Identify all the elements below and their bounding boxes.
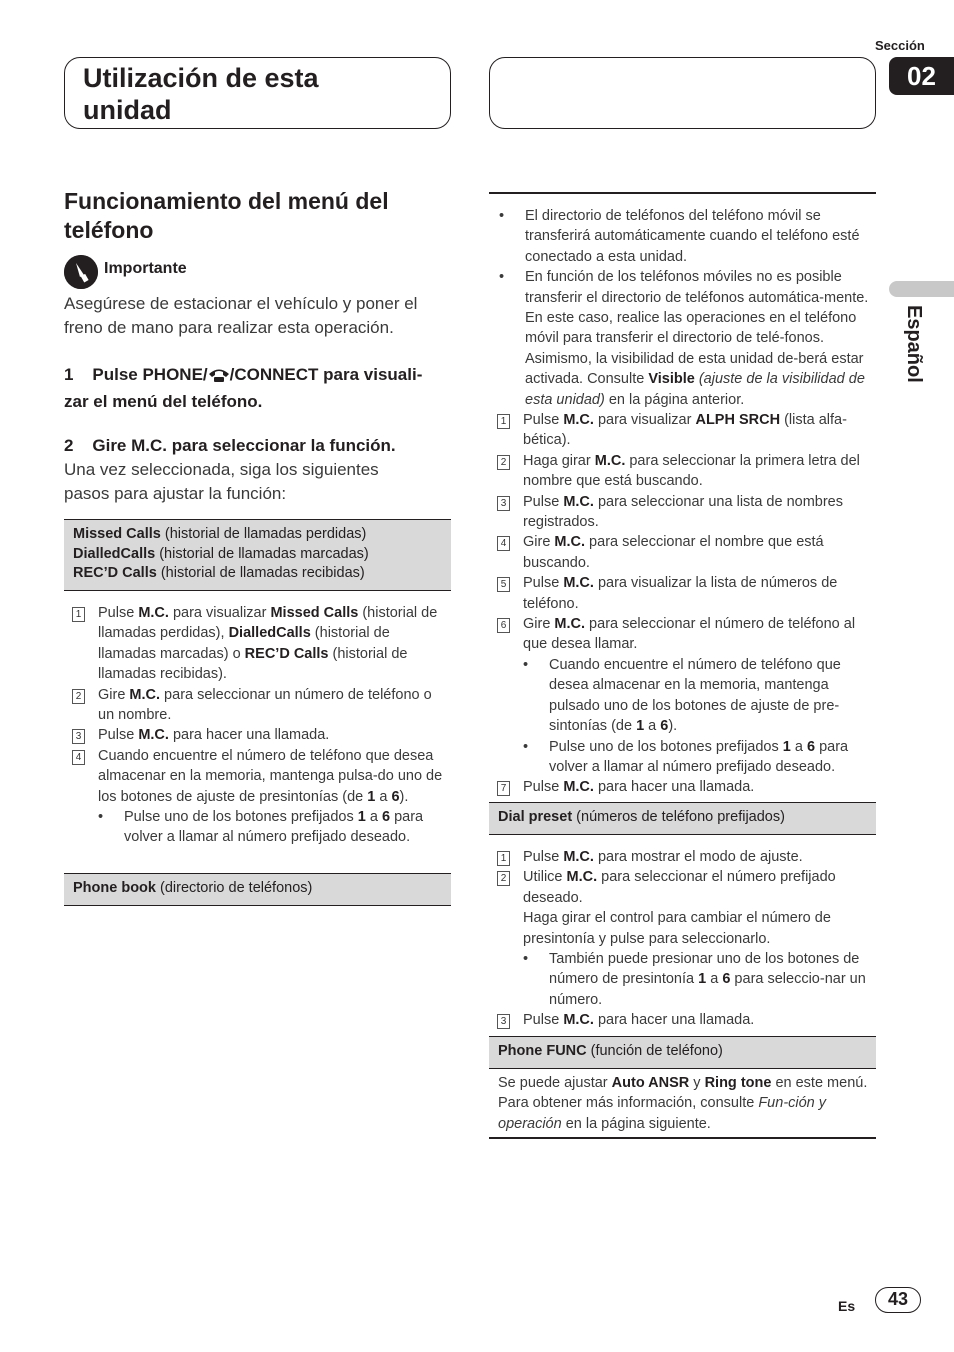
text: para seleccionar una lista de nombres registrados. xyxy=(523,493,843,531)
list-item xyxy=(489,451,871,492)
bullet-item xyxy=(499,267,869,410)
text: para visualizar xyxy=(168,605,271,621)
header-empty-box xyxy=(489,57,876,129)
dial-preset-desc: (números de teléfono prefijados) xyxy=(572,809,785,825)
dial-preset-label: Dial preset xyxy=(498,809,573,825)
text: 1 xyxy=(782,738,791,755)
step-number: 7 xyxy=(497,781,510,796)
step-2 xyxy=(64,434,464,458)
dialled-calls-desc: (historial de llamadas marcadas) xyxy=(155,545,369,562)
step-number: 4 xyxy=(72,750,85,765)
text: Pulse uno de los botones prefijados xyxy=(124,809,358,826)
list-item xyxy=(489,1010,871,1030)
text: M.C. xyxy=(563,849,594,865)
section-heading-line1: Funcionamiento del menú del xyxy=(64,188,389,214)
text: M.C. xyxy=(563,779,594,796)
text: El directorio de teléfonos del teléfono móvil se transferirá automáticamente cuando el teléfono esté conectado a esta unidad. xyxy=(525,208,860,265)
text: a xyxy=(375,788,392,805)
text: para hacer una llamada. xyxy=(593,1012,755,1029)
list-item xyxy=(64,685,446,726)
section-heading xyxy=(64,187,454,245)
text: M.C. xyxy=(138,727,169,744)
text: 1 xyxy=(698,971,707,988)
step-number: 6 xyxy=(497,618,510,633)
step-2-text: Una vez seleccionada, siga los siguientes pasos para ajustar la función: xyxy=(64,460,379,503)
recd-calls-desc: (historial de llamadas recibidas) xyxy=(156,565,365,581)
text: ). xyxy=(668,718,678,735)
top-rule xyxy=(489,192,876,194)
text: Pulse uno de los botones prefijados xyxy=(549,738,783,755)
missed-calls-label: Missed Calls xyxy=(73,526,161,542)
phone-book-label: Phone book xyxy=(73,880,156,896)
text: M.C. xyxy=(129,686,161,703)
text: Gire xyxy=(523,616,555,633)
bullet-item xyxy=(499,206,869,267)
text: M.C. xyxy=(554,534,586,551)
text: para seleccio-nar un número. xyxy=(549,971,866,1008)
text: 6 xyxy=(806,738,816,755)
step-1-text-c: zar el menú del teléfono. xyxy=(64,392,263,411)
phone-func-desc: (función de teléfono) xyxy=(586,1043,723,1059)
text: M.C. xyxy=(554,616,586,633)
step-number: 1 xyxy=(497,414,510,429)
text: Haga girar el control para cambiar el número de presintonía y pulse para seleccionarlo. xyxy=(523,910,831,947)
step-number: 4 xyxy=(497,536,510,551)
text: Auto ANSR xyxy=(611,1075,690,1091)
text: 1 xyxy=(357,809,366,826)
chapter-title-box xyxy=(64,57,451,129)
step-1 xyxy=(64,363,464,414)
text: Pulse xyxy=(523,493,564,510)
list-item xyxy=(489,573,871,614)
step-1-number: 1 xyxy=(64,365,74,384)
language-label: Español xyxy=(903,305,925,383)
chapter-title-line1: Utilización de esta xyxy=(83,63,319,93)
phone-func-text xyxy=(498,1073,868,1134)
step-number: 5 xyxy=(497,577,510,592)
dial-preset-box xyxy=(489,802,876,835)
text: Se puede ajustar xyxy=(498,1075,612,1091)
list-item xyxy=(489,532,871,573)
bullet-item xyxy=(98,807,446,848)
text: para seleccionar la primera letra del nombre que está buscando. xyxy=(523,452,860,490)
phone-func-box xyxy=(489,1036,876,1069)
calls-box xyxy=(64,519,451,591)
text: Gire xyxy=(523,534,555,551)
text: 6 xyxy=(722,971,731,988)
text: M.C. xyxy=(566,869,598,886)
text: Visible xyxy=(648,371,695,388)
step-number: 1 xyxy=(497,851,510,866)
text: Pulse xyxy=(523,575,564,592)
text: ALPH SRCH xyxy=(695,412,781,428)
text: para volver a llamar al número prefijado deseado. xyxy=(549,738,849,775)
text: En función de los teléfonos móviles no es posible transferir el directorio de teléfonos automática-mente. En este caso, realice las operaciones en el teléfono móvil para transferir el directorio de telé-fonos. Asimismo, la visibilidad de esta unidad de-berá estar activada. Consulte xyxy=(525,269,869,388)
bullet-item xyxy=(523,949,871,1010)
section-heading-line2: teléfono xyxy=(64,217,154,243)
list-item xyxy=(489,867,871,1010)
list-item xyxy=(64,725,446,745)
chapter-title xyxy=(65,58,450,126)
page-number: 43 xyxy=(875,1287,921,1313)
text: en este menú. Para obtener más información, consulte xyxy=(498,1075,868,1112)
list-item xyxy=(489,847,871,867)
phone-book-box xyxy=(64,873,451,906)
text: Pulse xyxy=(98,727,139,744)
text: para seleccionar el número prefijado deseado. xyxy=(523,869,836,906)
phone-book-desc: (directorio de teléfonos) xyxy=(155,880,313,896)
text: para mostrar el modo de ajuste. xyxy=(593,849,803,865)
text: M.C. xyxy=(138,605,169,621)
step-number: 3 xyxy=(72,729,85,744)
text: en la página siguiente. xyxy=(561,1115,711,1132)
text: Cuando encuentre el número de teléfono que desea almacenar en la memoria, mantenga pulsado uno de los botones de ajuste de pre-sintonías (de xyxy=(549,656,841,735)
text: (ajuste de la visibilidad de esta unidad) xyxy=(525,371,865,408)
text: Ring tone xyxy=(704,1075,772,1091)
text: 6 xyxy=(391,788,400,805)
list-item xyxy=(489,614,871,777)
text: M.C. xyxy=(563,412,594,428)
text: M.C. xyxy=(563,1012,594,1029)
text: M.C. xyxy=(563,575,594,592)
footer-lang: Es xyxy=(838,1298,856,1314)
text: DialledCalls xyxy=(228,625,311,642)
text: Haga girar xyxy=(523,452,595,469)
dialled-calls-label: DialledCalls xyxy=(73,545,156,562)
text: 1 xyxy=(367,788,376,805)
text: Utilice xyxy=(523,869,567,886)
sub-bullets xyxy=(523,949,871,1010)
list-item xyxy=(489,777,871,797)
text: (historial de llamadas recibidas). xyxy=(98,645,408,683)
recd-calls-label: REC’D Calls xyxy=(73,565,157,581)
text: REC’D Calls xyxy=(244,645,329,662)
phone-book-notes xyxy=(499,206,869,410)
text: Cuando encuentre el número de teléfono que desea almacenar en la memoria, mantenga pulsa-do uno de los botones de ajuste de presintonías (de xyxy=(98,747,443,805)
section-number: 02 xyxy=(889,57,954,95)
dial-preset-steps xyxy=(489,847,871,1031)
text: 6 xyxy=(381,809,391,826)
list-item xyxy=(64,746,446,848)
text: en la página anterior. xyxy=(604,391,745,408)
bottom-rule xyxy=(489,1137,876,1139)
text: 1 xyxy=(636,718,645,735)
text: (historial de llamadas perdidas), xyxy=(98,605,438,642)
sub-bullets xyxy=(523,655,871,777)
text: También puede presionar uno de los botones de número de presintonía xyxy=(549,951,860,988)
text: Pulse xyxy=(523,779,564,796)
step-number: 2 xyxy=(497,455,510,470)
phone-book-steps xyxy=(489,410,871,798)
phone-func-label: Phone FUNC xyxy=(498,1043,587,1059)
section-label: Sección xyxy=(875,38,925,53)
text: para visualizar la lista de números de teléfono. xyxy=(523,575,838,612)
step-1-text-b: /CONNECT para visuali- xyxy=(229,365,423,384)
phone-icon xyxy=(208,366,230,390)
text: Pulse xyxy=(523,1012,564,1029)
chapter-title-line2: unidad xyxy=(83,95,172,125)
text: para seleccionar un número de teléfono o un nombre. xyxy=(98,686,432,724)
text: M.C. xyxy=(563,493,594,510)
step-number: 3 xyxy=(497,1014,510,1029)
text: para hacer una llamada. xyxy=(168,727,330,744)
important-label: Importante xyxy=(104,260,187,277)
text: Missed Calls xyxy=(270,605,359,621)
step-1-text-a: Pulse PHONE/ xyxy=(92,365,208,384)
text: Pulse xyxy=(98,605,139,621)
text: a xyxy=(706,971,723,988)
list-item xyxy=(489,410,871,451)
text: para visualizar xyxy=(593,412,696,428)
text: para seleccionar el número de teléfono al que desea llamar. xyxy=(523,616,856,653)
text: 6 xyxy=(660,718,669,735)
text: Gire xyxy=(98,686,130,703)
step-2-title: Gire M.C. para seleccionar la función. xyxy=(92,436,396,455)
list-item xyxy=(64,603,446,685)
text: a xyxy=(790,738,807,755)
text: Pulse xyxy=(523,412,564,428)
text: y xyxy=(689,1075,705,1091)
text: a xyxy=(644,718,661,735)
calls-steps xyxy=(64,603,446,848)
step-2-number: 2 xyxy=(64,436,74,455)
text: para seleccionar el nombre que está buscando. xyxy=(523,534,824,571)
bullet-item xyxy=(523,737,871,778)
text: ). xyxy=(399,788,409,805)
bullet-item xyxy=(523,655,871,737)
text: (historial de llamadas marcadas) o xyxy=(98,625,390,662)
step-number: 3 xyxy=(497,496,510,511)
sub-bullets xyxy=(98,807,446,848)
text: Fun-ción y operación xyxy=(498,1095,827,1132)
important-text: Asegúrese de estacionar el vehículo y poner el freno de mano para realizar esta operación. xyxy=(64,294,418,337)
text: (lista alfa-bética). xyxy=(523,412,847,449)
text: para volver a llamar al número prefijado deseado. xyxy=(124,809,424,846)
list-item xyxy=(489,492,871,533)
text: M.C. xyxy=(594,452,626,469)
text: Pulse xyxy=(523,849,564,865)
missed-calls-desc: (historial de llamadas perdidas) xyxy=(160,526,367,542)
step-number: 1 xyxy=(72,607,85,622)
important-icon xyxy=(64,255,98,289)
text: para hacer una llamada. xyxy=(593,779,755,796)
step-number: 2 xyxy=(497,871,510,886)
text: a xyxy=(365,809,382,826)
language-tab xyxy=(889,281,954,297)
step-number: 2 xyxy=(72,689,85,704)
